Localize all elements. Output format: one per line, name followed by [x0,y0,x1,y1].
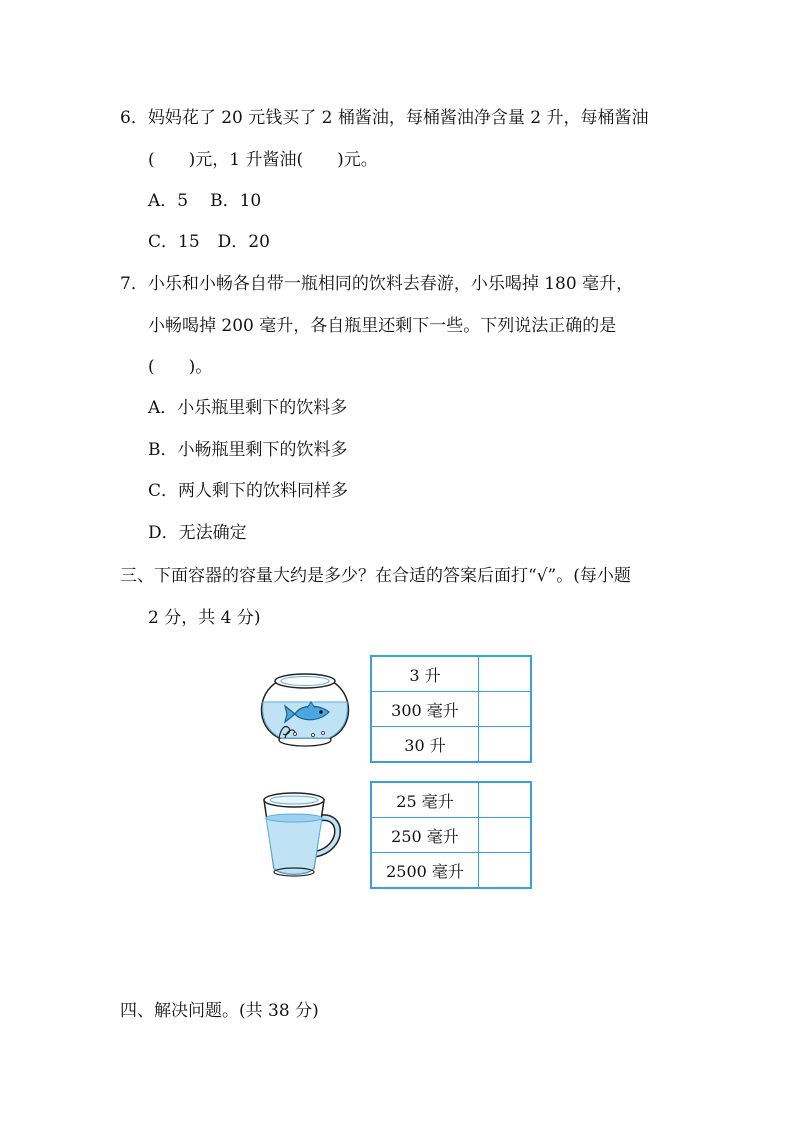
answer-box[interactable] [479,818,532,853]
capacity-option-label: 2500 毫升 [371,853,479,889]
capacity-option-label: 25 毫升 [371,782,479,818]
q6-options-row1 [148,191,261,211]
q7-stem-line1: 7．小乐和小畅各自带一瓶相同的饮料去春游，小乐喝掉 180 毫升， [120,274,634,294]
table-row [371,692,531,727]
cup-icon [258,788,348,885]
cup-capacity-table [370,781,532,889]
q7-option-b[interactable]: B．小畅瓶里剩下的饮料多 [148,440,348,460]
q7-stem-line3: ( )。 [148,357,213,377]
fishbowl-capacity-table [370,655,532,763]
table-row [371,656,531,692]
q6-option-b[interactable]: B．10 [210,191,262,211]
table-row [371,782,531,818]
q6-stem-line2: ( )元，1 升酱油( )元。 [148,150,378,170]
q6-stem-line1: 6．妈妈花了 20 元钱买了 2 桶酱油，每桶酱油净含量 2 升，每桶酱油 [120,108,649,128]
capacity-option-label: 300 毫升 [371,692,479,727]
section3-heading-line2: 2 分，共 4 分) [148,608,261,628]
fishbowl-icon [255,668,355,755]
table-row [371,853,531,889]
table-row [371,727,531,763]
answer-box[interactable] [479,782,532,818]
capacity-option-label: 3 升 [371,656,479,692]
section4-heading: 四、解决问题。(共 38 分) [120,1001,319,1021]
q7-option-d[interactable]: D．无法确定 [148,523,247,543]
answer-box[interactable] [479,727,532,763]
q7-option-c[interactable]: C．两人剩下的饮料同样多 [148,481,349,501]
section3-heading-line1: 三、下面容器的容量大约是多少？在合适的答案后面打“√”。(每小题 [120,566,631,586]
capacity-option-label: 30 升 [371,727,479,763]
q6-option-c[interactable]: C．15 [148,232,200,252]
q7-option-a[interactable]: A．小乐瓶里剩下的饮料多 [148,398,348,418]
table-row [371,818,531,853]
capacity-option-label: 250 毫升 [371,818,479,853]
answer-box[interactable] [479,853,532,889]
answer-box[interactable] [479,692,532,727]
q6-option-d[interactable]: D．20 [217,232,270,252]
answer-box[interactable] [479,656,532,692]
q6-option-a[interactable]: A．5 [148,191,189,211]
q6-options-row2 [148,232,270,252]
q7-stem-line2: 小畅喝掉 200 毫升，各自瓶里还剩下一些。下列说法正确的是 [148,316,617,336]
